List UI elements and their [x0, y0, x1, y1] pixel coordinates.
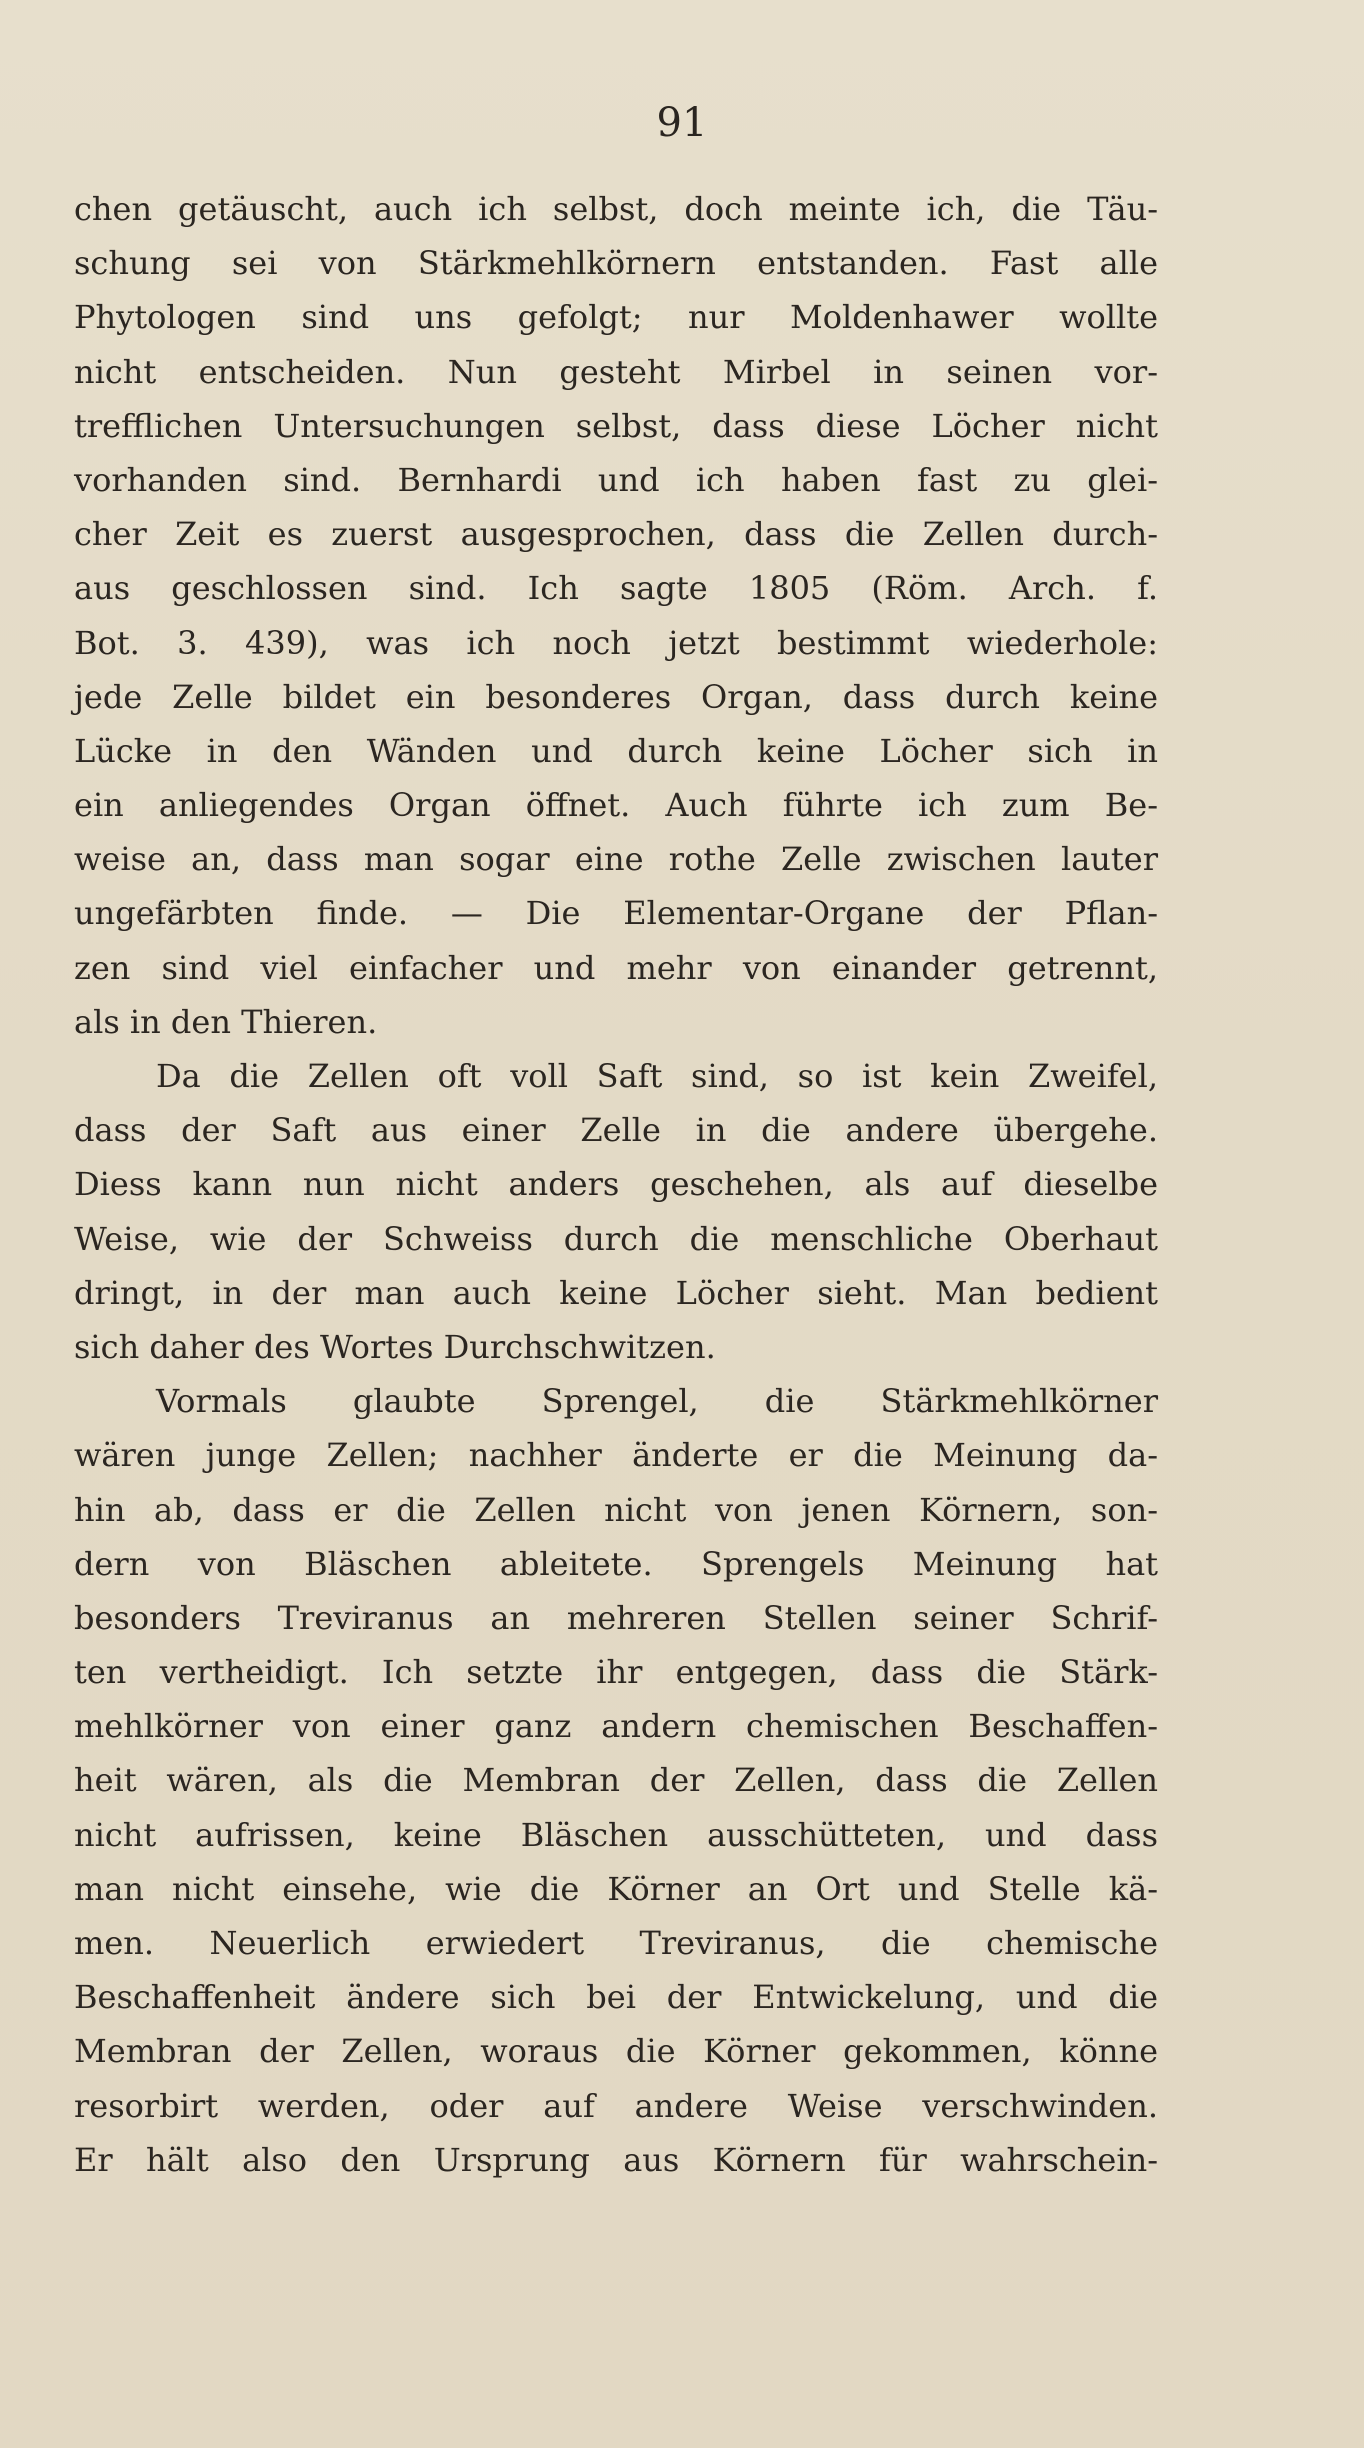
text-line: Membran der Zellen, woraus die Körner gekommen, könne	[74, 2032, 1158, 2071]
text-line: Beschaffenheit ändere sich bei der Entwickelung, und die	[74, 1978, 1158, 2017]
text-line: Lücke in den Wänden und durch keine Löcher sich in	[74, 731, 1158, 770]
page-number: 91	[656, 100, 708, 146]
text-line: besonders Treviranus an mehreren Stellen seiner Schrif-	[74, 1598, 1158, 1637]
text-line: aus geschlossen sind. Ich sagte 1805 (Röm. Arch. f.	[74, 569, 1158, 608]
text-line: ein anliegendes Organ öffnet. Auch führte ich zum Be-	[74, 786, 1158, 825]
text-line: nicht entscheiden. Nun gesteht Mirbel in seinen vor-	[74, 352, 1158, 391]
text-line: cher Zeit es zuerst ausgesprochen, dass die Zellen durch-	[74, 515, 1158, 554]
text-line: Er hält also den Ursprung aus Körnern für wahrschein-	[74, 2140, 1158, 2179]
text-line: dringt, in der man auch keine Löcher sieht. Man bedient	[74, 1273, 1158, 1312]
text-line: Vormals glaubte Sprengel, die Stärkmehlkörner	[156, 1382, 1158, 1421]
text-line: ungefärbten finde. — Die Elementar-Organe der Pflan-	[74, 894, 1158, 933]
text-line: mehlkörner von einer ganz andern chemischen Beschaffen-	[74, 1707, 1158, 1746]
text-line: schung sei von Stärkmehlkörnern entstanden. Fast alle	[74, 244, 1158, 283]
text-line: trefflichen Untersuchungen selbst, dass diese Löcher nicht	[74, 406, 1158, 445]
text-line: resorbirt werden, oder auf andere Weise verschwinden.	[74, 2086, 1158, 2125]
text-line: men. Neuerlich erwiedert Treviranus, die chemische	[74, 1924, 1158, 1962]
text-line: als in den Thieren.	[74, 1002, 378, 1041]
text-line: zen sind viel einfacher und mehr von einander getrennt,	[74, 948, 1158, 987]
text-line: dern von Bläschen ableitete. Sprengels Meinung hat	[74, 1544, 1158, 1583]
text-line: Phytologen sind uns gefolgt; nur Moldenhawer wollte	[74, 298, 1158, 337]
body-text	[74, 182, 1158, 2187]
text-line: dass der Saft aus einer Zelle in die andere übergehe.	[74, 1111, 1158, 1150]
text-line: ten vertheidigt. Ich setzte ihr entgegen, dass die Stärk-	[74, 1653, 1158, 1692]
text-line: heit wären, als die Membran der Zellen, dass die Zellen	[74, 1761, 1158, 1800]
text-line: Da die Zellen oft voll Saft sind, so ist kein Zweifel,	[156, 1057, 1158, 1095]
text-line: nicht aufrissen, keine Bläschen ausschütteten, und dass	[74, 1815, 1158, 1854]
text-line: vorhanden sind. Bernhardi und ich haben fast zu glei-	[74, 460, 1158, 499]
text-line: Bot. 3. 439), was ich noch jetzt bestimmt wiederhole:	[74, 623, 1158, 662]
text-line: man nicht einsehe, wie die Körner an Ort und Stelle kä-	[74, 1869, 1158, 1908]
text-line: jede Zelle bildet ein besonderes Organ, dass durch keine	[74, 677, 1158, 716]
text-line: Weise, wie der Schweiss durch die menschliche Oberhaut	[74, 1219, 1158, 1258]
text-line: Diess kann nun nicht anders geschehen, als auf dieselbe	[74, 1165, 1158, 1204]
text-line: wären junge Zellen; nachher änderte er die Meinung da-	[74, 1436, 1158, 1475]
text-line: chen getäuscht, auch ich selbst, doch meinte ich, die Täu-	[74, 190, 1158, 228]
text-line: weise an, dass man sogar eine rothe Zelle zwischen lauter	[74, 840, 1158, 879]
text-line: sich daher des Wortes Durchschwitzen.	[74, 1327, 716, 1366]
text-line: hin ab, dass er die Zellen nicht von jenen Körnern, son-	[74, 1490, 1158, 1529]
